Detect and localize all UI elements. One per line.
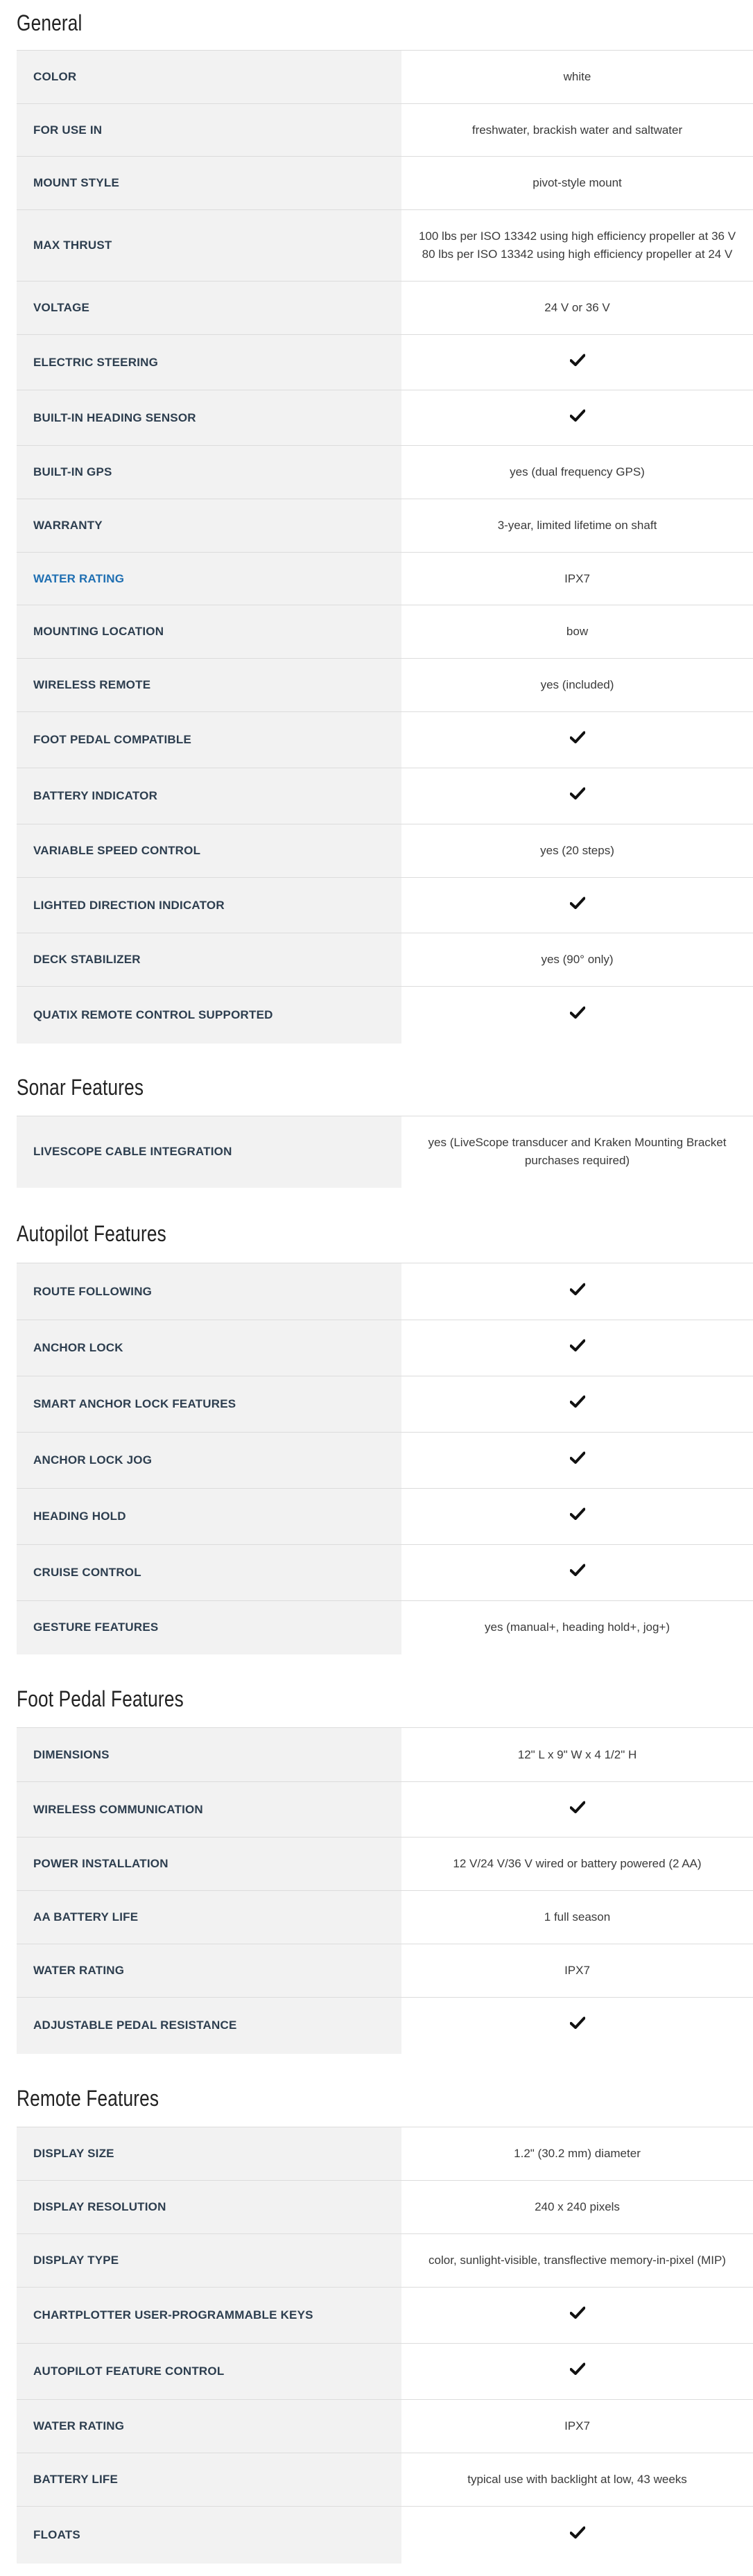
spec-value: yes (20 steps)	[401, 824, 753, 878]
table-row	[17, 2344, 753, 2400]
spec-label: DISPLAY RESOLUTION	[17, 2181, 401, 2234]
table-row	[17, 2181, 753, 2234]
spec-value: IPX7	[401, 553, 753, 605]
spec-value: 24 V or 36 V	[401, 282, 753, 335]
spec-table-sonar-features	[17, 1116, 753, 1188]
spec-label: DIMENSIONS	[17, 1728, 401, 1782]
spec-value-line: yes (LiveScope transducer and Kraken Mounting Bracket	[428, 1136, 727, 1150]
checkmark-icon	[570, 897, 585, 909]
spec-value: 1.2" (30.2 mm) diameter	[401, 2127, 753, 2181]
table-row	[17, 2453, 753, 2507]
table-row	[17, 768, 753, 824]
table-row	[17, 282, 753, 335]
table-row	[17, 1263, 753, 1320]
table-row	[17, 1545, 753, 1601]
table-row	[17, 878, 753, 933]
checkmark-icon	[570, 2362, 585, 2375]
spec-label: MAX THRUST	[17, 210, 401, 282]
spec-value: yes (manual+, heading hold+, jog+)	[401, 1601, 753, 1654]
table-row	[17, 1489, 753, 1545]
checkmark-icon	[570, 1283, 585, 1295]
spec-value: 240 x 240 pixels	[401, 2181, 753, 2234]
table-row	[17, 659, 753, 712]
spec-label: FOR USE IN	[17, 104, 401, 157]
spec-label: DECK STABILIZER	[17, 933, 401, 987]
spec-label: LIGHTED DIRECTION INDICATOR	[17, 878, 401, 933]
spec-value-line: purchases required)	[524, 1154, 630, 1168]
spec-label: CRUISE CONTROL	[17, 1545, 401, 1601]
spec-table-remote-features	[17, 2127, 753, 2564]
spec-value: 3-year, limited lifetime on shaft	[401, 499, 753, 553]
table-row	[17, 104, 753, 157]
spec-label: BATTERY INDICATOR	[17, 768, 401, 824]
spec-label: WARRANTY	[17, 499, 401, 553]
table-row	[17, 335, 753, 390]
table-row	[17, 1116, 753, 1188]
spec-label: BATTERY LIFE	[17, 2453, 401, 2507]
table-row	[17, 2127, 753, 2181]
checkmark-icon	[570, 1451, 585, 1464]
checkmark-icon	[570, 1006, 585, 1019]
spec-value: IPX7	[401, 2400, 753, 2453]
spec-label: QUATIX REMOTE CONTROL SUPPORTED	[17, 987, 401, 1044]
spec-label: CHARTPLOTTER USER-PROGRAMMABLE KEYS	[17, 2288, 401, 2344]
spec-label: BUILT-IN GPS	[17, 446, 401, 499]
spec-table-autopilot-features	[17, 1263, 753, 1654]
table-row	[17, 210, 753, 282]
spec-label: WATER RATING	[17, 1944, 401, 1998]
spec-label: FOOT PEDAL COMPATIBLE	[17, 712, 401, 768]
spec-label: VOLTAGE	[17, 282, 401, 335]
spec-label: GESTURE FEATURES	[17, 1601, 401, 1654]
table-row	[17, 2507, 753, 2564]
spec-label: ANCHOR LOCK	[17, 1320, 401, 1376]
spec-label: COLOR	[17, 51, 401, 104]
spec-label: DISPLAY SIZE	[17, 2127, 401, 2181]
checkmark-icon	[570, 787, 585, 799]
table-row	[17, 1891, 753, 1944]
spec-value: white	[401, 51, 753, 104]
table-row	[17, 1601, 753, 1654]
table-row	[17, 2400, 753, 2453]
table-row	[17, 1376, 753, 1433]
spec-table-general	[17, 50, 753, 1044]
checkmark-icon	[570, 1507, 585, 1520]
spec-value: color, sunlight-visible, transflective memory-in-pixel (MIP)	[401, 2234, 753, 2288]
spec-value: bow	[401, 605, 753, 659]
table-row	[17, 1998, 753, 2054]
section-title-autopilot-features: Autopilot Features	[17, 1221, 166, 1246]
checkmark-icon	[570, 1801, 585, 1813]
spec-label: POWER INSTALLATION	[17, 1838, 401, 1891]
spec-label: ADJUSTABLE PEDAL RESISTANCE	[17, 1998, 401, 2054]
spec-label: DISPLAY TYPE	[17, 2234, 401, 2288]
table-row	[17, 390, 753, 446]
table-row	[17, 1944, 753, 1998]
spec-value: 12 V/24 V/36 V wired or battery powered (2 AA)	[401, 1838, 753, 1891]
table-row	[17, 712, 753, 768]
checkmark-icon	[570, 2016, 585, 2029]
spec-label: MOUNTING LOCATION	[17, 605, 401, 659]
spec-label: ROUTE FOLLOWING	[17, 1263, 401, 1320]
spec-label: ELECTRIC STEERING	[17, 335, 401, 390]
spec-value: freshwater, brackish water and saltwater	[401, 104, 753, 157]
spec-label: LIVESCOPE CABLE INTEGRATION	[17, 1116, 401, 1188]
table-row	[17, 446, 753, 499]
spec-value: pivot-style mount	[401, 157, 753, 210]
checkmark-icon	[570, 1564, 585, 1576]
spec-label: AUTOPILOT FEATURE CONTROL	[17, 2344, 401, 2400]
table-row	[17, 2234, 753, 2288]
spec-value: yes (included)	[401, 659, 753, 712]
table-row	[17, 157, 753, 210]
table-row	[17, 605, 753, 659]
spec-value: 12" L x 9" W x 4 1/2" H	[401, 1728, 753, 1782]
spec-label: ANCHOR LOCK JOG	[17, 1433, 401, 1489]
checkmark-icon	[570, 354, 585, 366]
section-title-general: General	[17, 10, 83, 35]
spec-value: yes (90° only)	[401, 933, 753, 987]
spec-label: VARIABLE SPEED CONTROL	[17, 824, 401, 878]
spec-value: typical use with backlight at low, 43 weeks	[401, 2453, 753, 2507]
spec-label: BUILT-IN HEADING SENSOR	[17, 390, 401, 446]
table-row	[17, 499, 753, 553]
spec-label: FLOATS	[17, 2507, 401, 2564]
table-row	[17, 1838, 753, 1891]
table-row	[17, 2288, 753, 2344]
spec-label: MOUNT STYLE	[17, 157, 401, 210]
spec-label: HEADING HOLD	[17, 1489, 401, 1545]
water-rating-link[interactable]: WATER RATING	[17, 553, 401, 605]
spec-label: AA BATTERY LIFE	[17, 1891, 401, 1944]
table-row	[17, 933, 753, 987]
spec-table-foot-pedal-features	[17, 1727, 753, 2054]
spec-label: WATER RATING	[17, 2400, 401, 2453]
table-row	[17, 1728, 753, 1782]
table-row	[17, 824, 753, 878]
spec-value-multiline	[401, 1116, 753, 1188]
table-row	[17, 1782, 753, 1838]
section-title-remote-features: Remote Features	[17, 2086, 159, 2111]
spec-value: yes (dual frequency GPS)	[401, 446, 753, 499]
spec-value: 1 full season	[401, 1891, 753, 1944]
checkmark-icon	[570, 409, 585, 422]
checkmark-icon	[570, 731, 585, 743]
section-title-sonar-features: Sonar Features	[17, 1075, 144, 1100]
table-row	[17, 51, 753, 104]
table-row	[17, 1320, 753, 1376]
checkmark-icon	[570, 2526, 585, 2539]
checkmark-icon	[570, 2306, 585, 2319]
checkmark-icon	[570, 1339, 585, 1351]
table-row	[17, 1433, 753, 1489]
spec-label: WIRELESS COMMUNICATION	[17, 1782, 401, 1838]
table-row	[17, 987, 753, 1044]
spec-label: WIRELESS REMOTE	[17, 659, 401, 712]
spec-label: SMART ANCHOR LOCK FEATURES	[17, 1376, 401, 1433]
spec-value-multiline	[401, 210, 753, 282]
checkmark-icon	[570, 1395, 585, 1408]
section-title-foot-pedal-features: Foot Pedal Features	[17, 1686, 184, 1711]
spec-value: IPX7	[401, 1944, 753, 1998]
spec-value-line: 80 lbs per ISO 13342 using high efficiency propeller at 24 V	[422, 248, 733, 261]
table-row	[17, 553, 753, 605]
spec-value-line: 100 lbs per ISO 13342 using high efficiency propeller at 36 V	[418, 230, 736, 243]
